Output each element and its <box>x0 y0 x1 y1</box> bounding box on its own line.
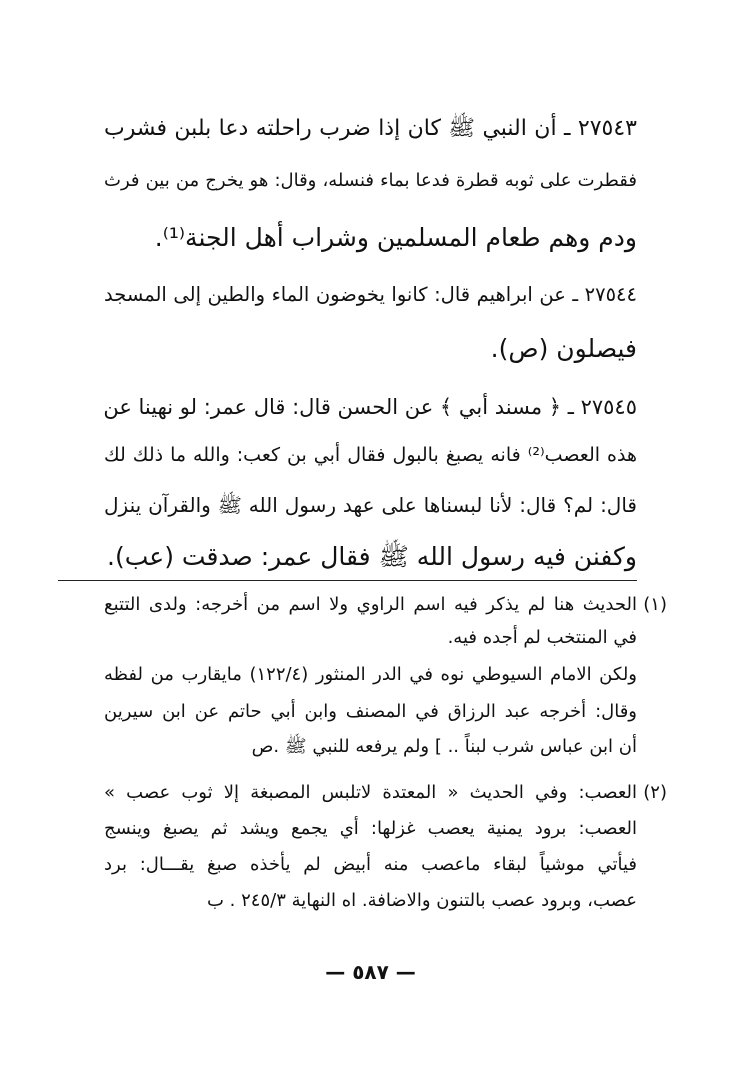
footnote-2-line-4: عصب، وبرود عصب بالتنون والاضافة. اه النهاية ٢٤٥/٣ . ب <box>207 890 637 911</box>
footnote-2-marker: (٢) <box>643 782 667 803</box>
hadith-27544-line-2: فيصلون (ص). <box>490 334 637 363</box>
hadith-27545-line-4: وكفنن فيه رسول الله ﷺ فقال عمر: صدقت (عب). <box>107 542 637 571</box>
footnote-2-line-1: العصب: وفي الحديث « المعتدة لاتلبس المصبغة إلا ثوب عصب » <box>104 782 637 803</box>
hadith-27544-line-1: ٢٧٥٤٤ ـ عن ابراهيم قال: كانوا يخوضون الماء والطين إلى المسجد <box>104 283 637 306</box>
hadith-27543-line-2: فقطرت على ثوبه قطرة فدعا بماء فنسله، وقال: هو يخرج من بين فرث <box>104 170 637 191</box>
footnote-1-line-1: الحديث هنا لم يذكر فيه اسم الراوي ولا اسم من أخرجه: ولدى التتبع <box>104 594 637 615</box>
footnote-1-marker: (١) <box>643 594 667 615</box>
hadith-27543-line-1: ٢٧٥٤٣ ـ أن النبي ﷺ كان إذا ضرب راحلته دعا بلبن فشرب <box>104 116 637 141</box>
hadith-27545-line-2: هذه العصب⁽²⁾ فانه يصبغ بالبول فقال أبي بن كعب: والله ما ذلك لك <box>104 444 637 466</box>
footnote-1-line-4: وقال: أخرجه عبد الرزاق في المصنف وابن أبي حاتم عن ابن سيرين <box>104 701 637 722</box>
footnote-1-line-2: في المنتخب لم أجده فيه. <box>447 627 637 648</box>
hadith-27543-line-3: ودم وهم طعام المسلمين وشراب أهل الجنة⁽¹⁾. <box>154 223 637 252</box>
hadith-27545-line-3: قال: لم؟ قال: لأنا لبسناها على عهد رسول الله ﷺ والقرآن ينزل <box>104 493 637 517</box>
page-number: — ٥٨٧ — <box>325 960 416 984</box>
footnote-divider <box>58 580 637 581</box>
footnote-1-line-3: ولكن الامام السيوطي نوه في الدر المنثور (١٢٢/٤) مايقارب من لفظه <box>104 664 637 685</box>
footnote-2-line-3: فيأتي موشياً لبقاء ماعصب منه أبيض لم يأخذه صبغ يقـــال: برد <box>104 854 637 875</box>
footnote-2-line-2: العصب: برود يمنية يعصب غزلها: أي يجمع ويشد ثم يصبغ وينسج <box>104 818 637 839</box>
hadith-27545-line-1: ٢٧٥٤٥ ـ ﴿ مسند أبي ﴾ عن الحسن قال: قال عمر: لو نهينا عن <box>103 395 637 419</box>
footnote-1-line-5: أن ابن عباس شرب لبناً .. ] ولم يرفعه للنبي ﷺ .ص <box>251 736 637 757</box>
